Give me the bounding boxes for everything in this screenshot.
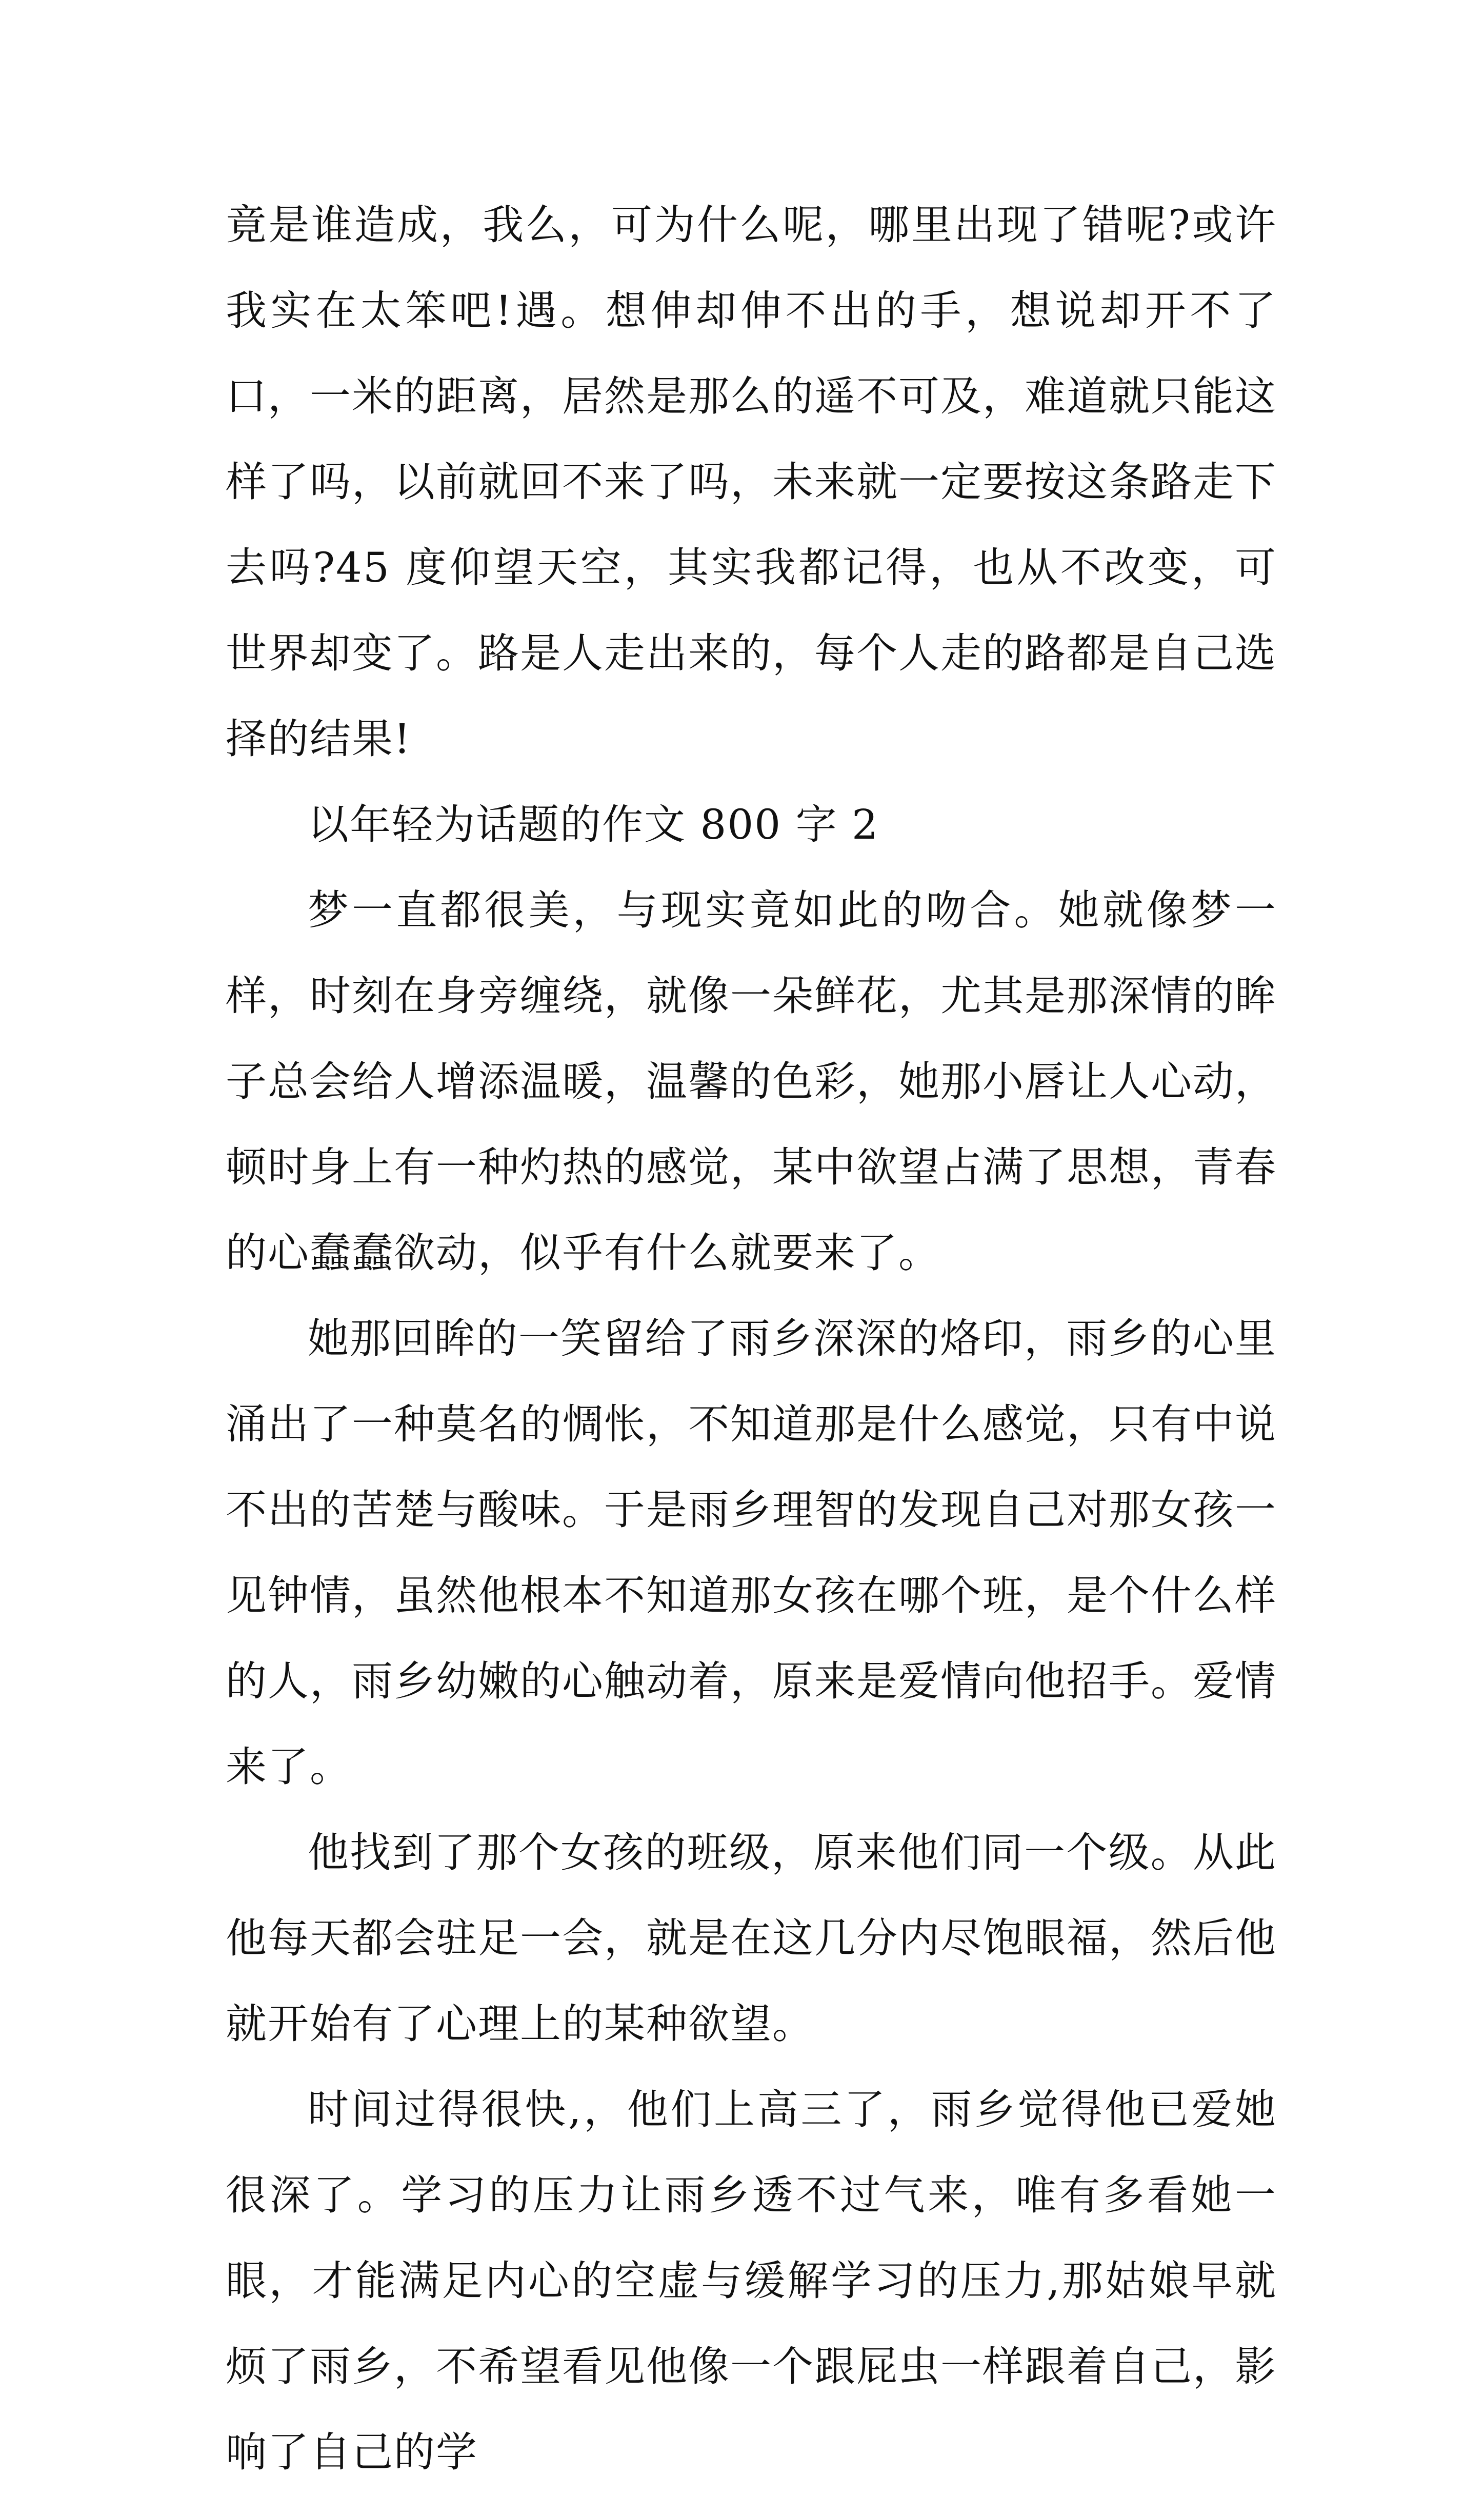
paragraph: 梦一直都很美，与现实竟如此的吻合。她就像梦一样，时刻在身旁缠绕，就像一朵鲜花，尤其是那深情的眸子总会给人增添温暖，温馨的色彩，她那小唇让人心动，顿时身上有一种灼热的感觉，某中欲望占满了思想，青春的心蠢蠢欲动，似乎有什么就要来了。 — [226, 886, 1277, 1277]
essay-heading: 以年轻为话题的作文 800 字 2 — [308, 801, 879, 848]
paragraph: 时间过得很快,，他们上高三了，雨乡觉得他已爱她很深了。学习的压力让雨乡透不过气来，唯有多看她一眼，才能满足内心的空虚与缓解学习的压力,那姑娘早就烦了雨乡，不希望看见他像一个跟屁虫一样跟着自己，影响了自己的学 — [226, 2086, 1277, 2476]
document-body — [226, 182, 1277, 2495]
paragraph-continued: 竟是谁造成，我么，可为什么呢，哪里出现了错呢?或许我实在太笨吧!遇。想伸却伸不出的手，想说却开不了口，一米的距离，居然是那么的遥不可及，难道就只能这样了吗，以前就回不来了吗，未来就一定要按这条路走下去吗?45 度仰望天空，其实我都记得，也从不改变，可世界却变了。路是人走出来的，每个人走的路都是自己选择的结果! — [226, 201, 1277, 763]
paragraph: 他找到了那个女孩的班级，原来他们同一个级。从此他每天都会驻足一会，就是在这几分内尽饱眼福，然后他就开始有了心理上的某种欲望。 — [226, 1829, 1277, 2048]
paragraph: 她那回眸的一笑留给了雨乡深深的烙印，雨乡的心里涌出了一种莫名的惆怅，不知道那是什么感觉，只有中说不出的苦楚与酸味。于是雨乡理智的发现自己对那女孩一见钟情，虽然他根本不知道那女孩在哪个班，是个什么样的人，雨乡幼嫩的心触动着，原来是爱情向他招手。爱情来了。 — [226, 1315, 1277, 1791]
